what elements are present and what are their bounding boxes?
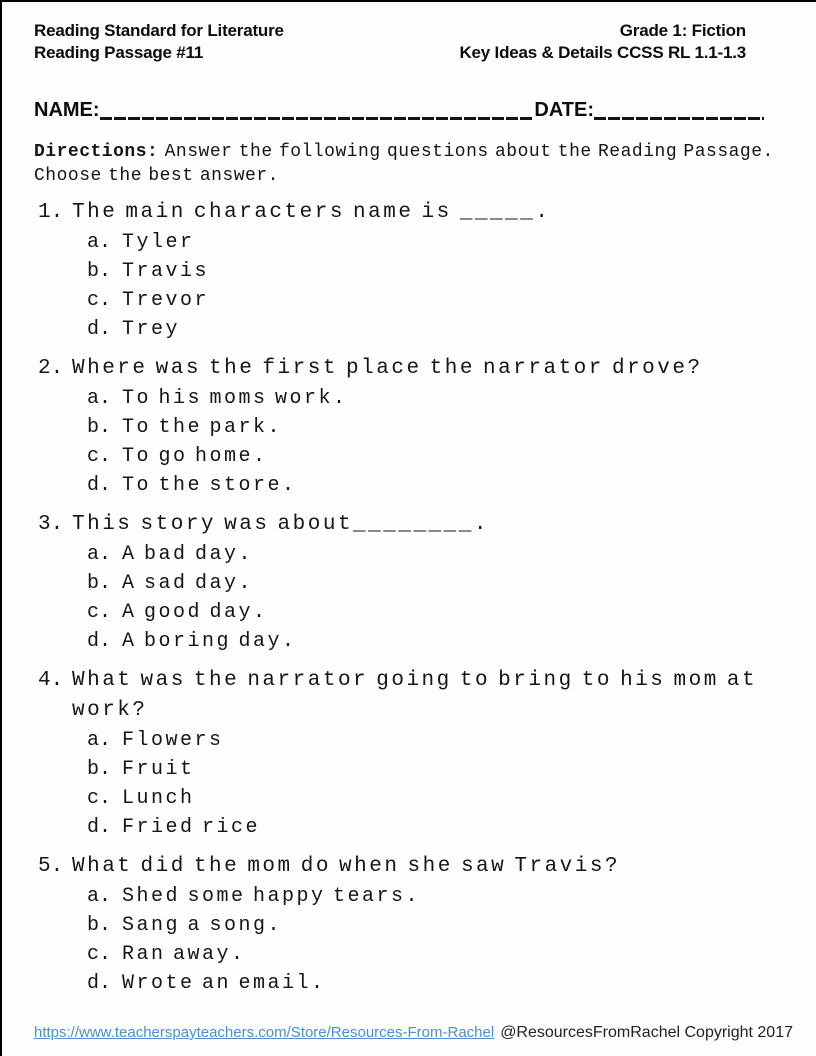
answer-option	[34, 257, 776, 286]
directions-label: Directions:	[34, 142, 159, 162]
copyright-credit: @ResourcesFromRachel Copyright 2017	[500, 1024, 793, 1041]
question-line	[34, 354, 776, 384]
question-number: 4.	[38, 669, 64, 692]
answer-option	[34, 228, 776, 257]
header-grade-label: Grade 1: Fiction	[619, 21, 746, 40]
question-1	[34, 198, 776, 344]
option-text: Fruit	[122, 758, 195, 781]
store-link[interactable]: https://www.teacherspayteachers.com/Store/Resources-From-Rachel	[34, 1024, 495, 1041]
answer-option	[34, 911, 776, 940]
page-footer	[34, 1022, 793, 1056]
question-line	[34, 666, 776, 726]
option-text: A bad day.	[122, 543, 254, 566]
option-letter: d.	[87, 972, 112, 995]
option-text: Lunch	[122, 787, 195, 810]
option-letter: a.	[87, 543, 112, 566]
answer-option	[34, 755, 776, 784]
option-text: To the store.	[122, 474, 297, 497]
question-line	[34, 852, 776, 882]
option-letter: c.	[87, 601, 112, 624]
option-letter: a.	[87, 231, 112, 254]
question-5	[34, 852, 776, 998]
option-text: Sang a song.	[122, 914, 283, 937]
question-number: 5.	[38, 855, 64, 878]
directions-text	[34, 140, 776, 188]
question-text: What was the narrator going to bring to his mom at work?	[72, 669, 758, 722]
name-blank-line	[100, 117, 535, 120]
answer-option	[34, 540, 776, 569]
option-letter: a.	[87, 885, 112, 908]
question-line	[34, 510, 776, 540]
option-letter: b.	[87, 416, 112, 439]
option-letter: d.	[87, 474, 112, 497]
option-text: Wrote an email.	[122, 972, 326, 995]
option-letter: d.	[87, 816, 112, 839]
question-3	[34, 510, 776, 656]
answer-option	[34, 940, 776, 969]
answer-option	[34, 569, 776, 598]
option-text: Travis	[122, 260, 210, 283]
header-standard-code: Key Ideas & Details CCSS RL 1.1-1.3	[459, 43, 746, 62]
option-letter: a.	[87, 729, 112, 752]
answer-option	[34, 413, 776, 442]
question-4	[34, 666, 776, 842]
page-header	[34, 20, 776, 64]
option-text: A boring day.	[122, 630, 297, 653]
question-number: 2.	[38, 357, 64, 380]
option-letter: d.	[87, 318, 112, 341]
directions-body: Answer the following questions about the Reading Passage. Choose the best answer.	[34, 142, 774, 186]
option-text: Trevor	[122, 289, 210, 312]
option-text: Shed some happy tears.	[122, 885, 421, 908]
option-text: Flowers	[122, 729, 224, 752]
header-passage-number: Reading Passage #11	[34, 43, 204, 62]
question-text: What did the mom do when she saw Travis?	[72, 855, 621, 878]
option-letter: c.	[87, 943, 112, 966]
option-text: Fried rice	[122, 816, 261, 839]
header-right	[459, 20, 746, 64]
option-text: To go home.	[122, 445, 268, 468]
question-text: The main characters name is _____.	[72, 201, 551, 224]
answer-option	[34, 315, 776, 344]
question-2	[34, 354, 776, 500]
answer-option	[34, 442, 776, 471]
answer-option	[34, 627, 776, 656]
option-letter: c.	[87, 787, 112, 810]
name-date-row	[34, 98, 764, 122]
question-list	[34, 198, 776, 1008]
header-standard-title: Reading Standard for Literature	[34, 21, 284, 40]
option-letter: c.	[87, 289, 112, 312]
option-text: To the park.	[122, 416, 283, 439]
answer-option	[34, 471, 776, 500]
option-letter: d.	[87, 630, 112, 653]
answer-option	[34, 969, 776, 998]
question-line	[34, 198, 776, 228]
option-letter: b.	[87, 260, 112, 283]
option-text: To his moms work.	[122, 387, 348, 410]
option-letter: b.	[87, 758, 112, 781]
answer-option	[34, 598, 776, 627]
name-label: NAME:	[34, 99, 100, 121]
answer-option	[34, 882, 776, 911]
option-text: Tyler	[122, 231, 195, 254]
option-text: A sad day.	[122, 572, 254, 595]
answer-option	[34, 813, 776, 842]
header-left	[34, 20, 284, 64]
option-text: Ran away.	[122, 943, 246, 966]
option-letter: b.	[87, 914, 112, 937]
question-text: This story was about________.	[72, 513, 489, 536]
answer-option	[34, 726, 776, 755]
answer-option	[34, 784, 776, 813]
option-letter: a.	[87, 387, 112, 410]
date-label: DATE:	[534, 99, 594, 121]
option-letter: b.	[87, 572, 112, 595]
question-text: Where was the first place the narrator drove?	[72, 357, 703, 380]
option-letter: c.	[87, 445, 112, 468]
question-number: 1.	[38, 201, 64, 224]
question-number: 3.	[38, 513, 64, 536]
answer-option	[34, 384, 776, 413]
date-blank-line	[594, 117, 764, 120]
option-text: Trey	[122, 318, 181, 341]
option-text: A good day.	[122, 601, 268, 624]
answer-option	[34, 286, 776, 315]
